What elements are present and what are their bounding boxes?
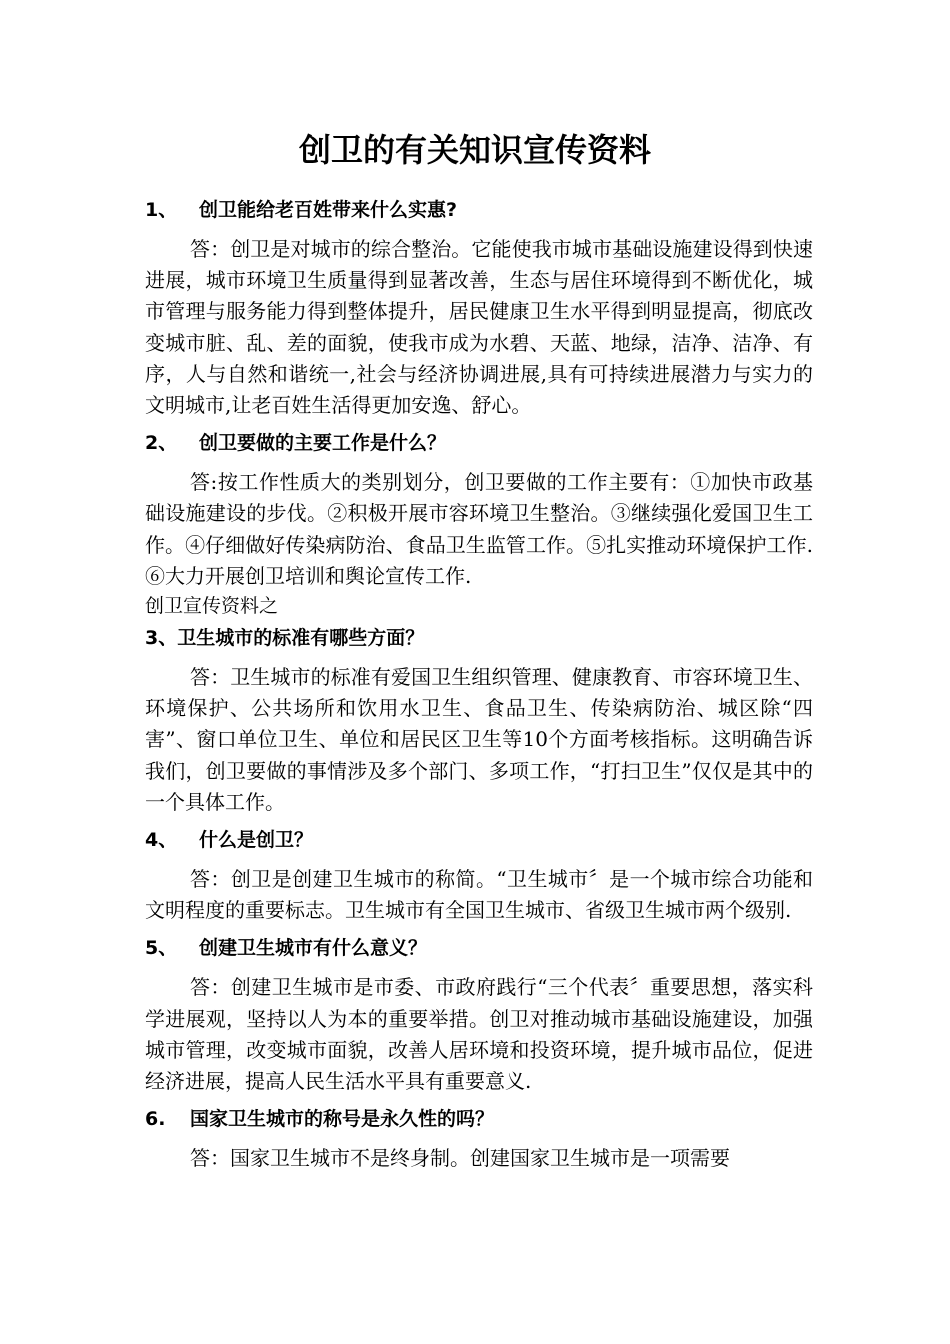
section-note: 创卫宣传资料之 (145, 595, 279, 618)
question-number: 1、 (145, 199, 178, 221)
question-number: 2、 (145, 432, 178, 455)
question-number: 4、 (145, 829, 178, 852)
question-heading-3 (145, 620, 813, 656)
question-number: 3、 (145, 627, 178, 650)
question-text: 创建卫生城市有什么意义？ (199, 937, 428, 960)
question-text: 卫生城市的标准有哪些方面？ (177, 627, 425, 650)
page-title: 创卫的有关知识宣传资料 (298, 131, 651, 169)
answer-paragraph-1: 答：创卫是对城市的综合整治。它能使我市城市基础设施建设得到快速进展，城市环境卫生质量得到显著改善，生态与居住环境得到不断优化，城市管理与服务能力得到整体提升，居民健康卫生水平得到明显提高，彻底改变城市脏、乱、差的面貌，使我市成为水碧、天蓝、地绿，洁净、洁净、有序，人与自然和谐统一,社会与经济协调进展,具有可持续进展潜力与实力的文明城市,让老百姓生活得更加安逸、舒心。 (145, 237, 813, 418)
question-heading-1 (145, 192, 813, 228)
question-text: 创卫能给老百姓带来什么实惠? (199, 199, 458, 221)
answer-paragraph-2: 答:按工作性质大的类别划分，创卫要做的工作主要有：①加快市政基础设施建设的步伐。②积极开展市容环境卫生整治。③继续强化爱国卫生工作。④仔细做好传染病防治、食品卫生监管工作。⑤扎实推动环境保护工作.⑥大力开展创卫培训和舆论宣传工作. (145, 470, 813, 588)
answer-paragraph-3: 答：卫生城市的标准有爱国卫生组织管理、健康教育、市容环境卫生、环境保护、公共场所和饮用水卫生、食品卫生、传染病防治、城区除“四害”、窗口单位卫生、单位和居民区卫生等10个方面考核指标。这明确告诉我们，创卫要做的事情涉及多个部门、多项工作，“打扫卫生”仅仅是其中的一个具体工作。 (145, 665, 813, 814)
document-body (145, 192, 813, 1178)
question-number: 6. (145, 1108, 166, 1131)
question-text: 国家卫生城市的称号是永久性的吗？ (190, 1108, 495, 1131)
question-heading-4 (145, 822, 813, 858)
question-text: 什么是创卫？ (199, 829, 314, 852)
question-number: 5、 (145, 937, 178, 960)
answer-paragraph-5: 答：创建卫生城市是市委、市政府践行“三个代表〞重要思想，落实科学进展观，坚持以人为本的重要举措。创卫对推动城市基础设施建设，加强城市管理，改变城市面貌，改善人居环境和投资环境，提升城市品位，促进经济进展，提高人民生活水平具有重要意义. (145, 975, 813, 1094)
answer-paragraph-6: 答：国家卫生城市不是终身制。创建国家卫生城市是一项需要 (190, 1146, 730, 1171)
question-heading-6 (145, 1101, 813, 1137)
question-text: 创卫要做的主要工作是什么？ (199, 432, 447, 455)
question-heading-2 (145, 425, 813, 461)
answer-paragraph-4: 答：创卫是创建卫生城市的称简。“卫生城市〞是一个城市综合功能和文明程度的重要标志。卫生城市有全国卫生城市、省级卫生城市两个级别. (145, 867, 813, 923)
question-heading-5 (145, 930, 813, 966)
